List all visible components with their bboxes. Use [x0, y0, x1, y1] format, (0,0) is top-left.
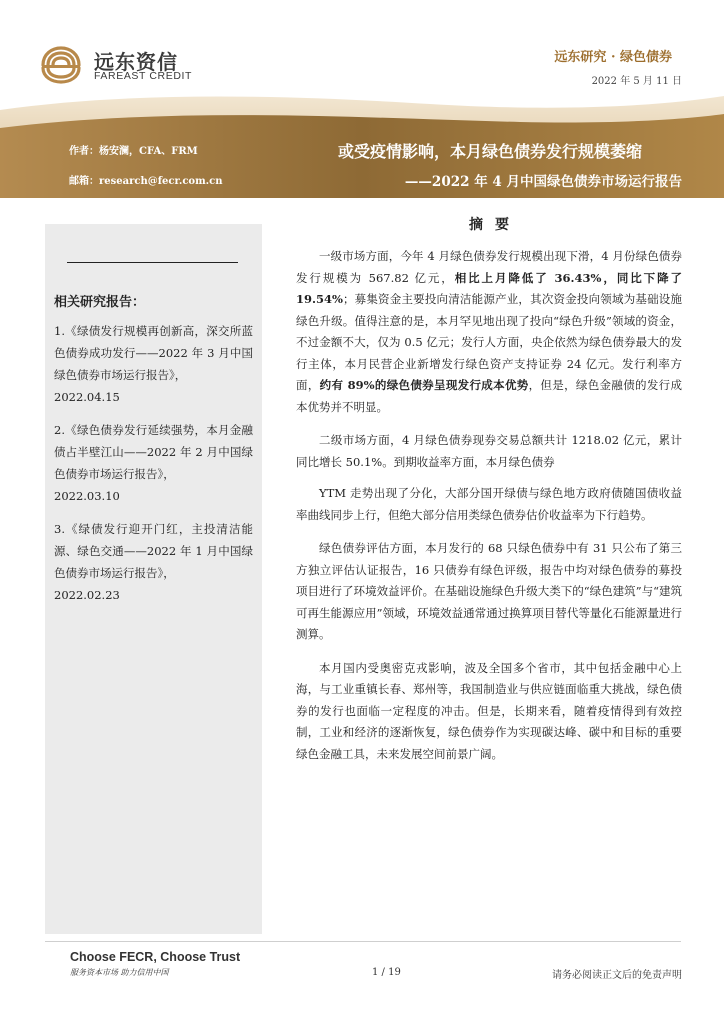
- paragraph-text: 一级市场方面，今年 4 月绿色债券发行规模出现下滑，4 月份绿色债券发行规模为 567.82 亿元，: [296, 249, 682, 285]
- brand-name-en: FAREAST CREDIT: [94, 70, 193, 82]
- related-report-title: 2.《绿色债券发行延续强势，本月金融债占半壁江山——2022 年 2 月中国绿色债券市场运行报告》，: [54, 423, 253, 481]
- primary-market-paragraph: [296, 246, 682, 418]
- abstract-section: [296, 214, 682, 777]
- fareast-logo-icon: [38, 44, 84, 86]
- abstract-heading: 摘要: [469, 217, 521, 233]
- email-line: 邮箱：research@fecr.com.cn: [69, 176, 223, 187]
- evaluation-paragraph: 绿色债券评估方面，本月发行的 68 只绿色债券中有 31 只公布了第三方独立评估认证报告，16 只债券有绿色评级，报告中均对绿色债券的募投项目进行了环境效益评价。在基础设施绿色升级大类下的“绿色建筑”与“建筑可再生能源应用”领域，环境效益通常通过换算项目替代等量化石能源量进行测算。: [296, 541, 682, 641]
- footer-divider: [45, 941, 681, 942]
- related-report-title: 1.《绿债发行规模再创新高，深交所蓝色债券成功发行——2022 年 3 月中国绿色债券市场运行报告》，: [54, 324, 253, 382]
- related-report-date: 2022.02.23: [54, 588, 120, 602]
- footer-slogan: Choose FECR, Choose Trust: [70, 950, 241, 964]
- author-line: 作者：杨安澜，CFA、FRM: [69, 146, 198, 157]
- report-series: 远东研究 · 绿色债券: [554, 50, 672, 65]
- title-banner: [0, 88, 724, 208]
- ytm-paragraph: YTM 走势出现了分化，大部分国开绿债与绿色地方政府债随国债收益率曲线同步上行，但绝大部分信用类绿色债券估价收益率为下行趋势。: [296, 486, 682, 522]
- brand-logo: [38, 44, 228, 86]
- highlight-text: 相比上月降低了 36.43%，同比下降了 19.54%: [296, 270, 682, 306]
- report-subtitle: ——2022 年 4 月中国绿色债券市场运行报告: [404, 174, 682, 190]
- related-report-title: 3.《绿债发行迎开门红，主投清洁能源、绿色交通——2022 年 1 月中国绿色债券市场运行报告》，: [54, 522, 253, 580]
- report-title: 或受疫情影响，本月绿色债券发行规模萎缩: [337, 142, 642, 161]
- related-reports-list: [54, 320, 253, 617]
- brand-name-cn: 远东资信: [94, 50, 178, 74]
- sidebar-divider: [67, 262, 238, 263]
- related-report-item: [54, 518, 253, 606]
- highlight-text: 约有 89%的绿色债券呈现发行成本优势: [319, 378, 529, 392]
- related-report-date: 2022.04.15: [54, 390, 120, 404]
- paragraph-text: ，但是，绿色金融债的发行成本优势并不明显。: [296, 378, 683, 414]
- page-number: 1 / 19: [372, 967, 401, 978]
- outlook-paragraph: 本月国内受奥密克戎影响，波及全国多个省市，其中包括金融中心上海，与工业重镇长春、郑州等，我国制造业与供应链面临重大挑战，绿色债券的发行也面临一定程度的冲击。但是，长期来看，随着疫情得到有效控制，工业和经济的逐渐恢复，绿色债券作为实现碳达峰、碳中和目标的重要绿色金融工具，未来发展空间前景广阔。: [296, 660, 682, 761]
- related-report-item: [54, 320, 253, 408]
- related-reports-heading: 相关研究报告：: [54, 295, 146, 310]
- related-report-item: [54, 419, 253, 507]
- disclaimer-note: 请务必阅读正文后的免责声明: [552, 970, 682, 981]
- related-report-date: 2022.03.10: [54, 489, 120, 503]
- report-date: 2022 年 5 月 11 日: [591, 76, 682, 87]
- secondary-market-paragraph: 二级市场方面，4 月绿色债券现券交易总额共计 1218.02 亿元，累计同比增长 50.1%。到期收益率方面，本月绿色债券: [296, 433, 682, 469]
- footer-tagline: 服务资本市场 助力信用中国: [70, 968, 169, 977]
- related-reports-sidebar: [45, 224, 262, 934]
- paragraph-text: ；募集资金主要投向清洁能源产业，其次资金投向领域为基础设施绿色升级。值得注意的是，本月罕见地出现了投向“绿色升级”领域的资金，不过金额不大，仅为 0.5 亿元；发行人方面，央企依然为绿色债券最大的发行主体，本月民营企业新增发行绿色资产支持证券 24 亿元。发行利率方面，: [296, 292, 682, 392]
